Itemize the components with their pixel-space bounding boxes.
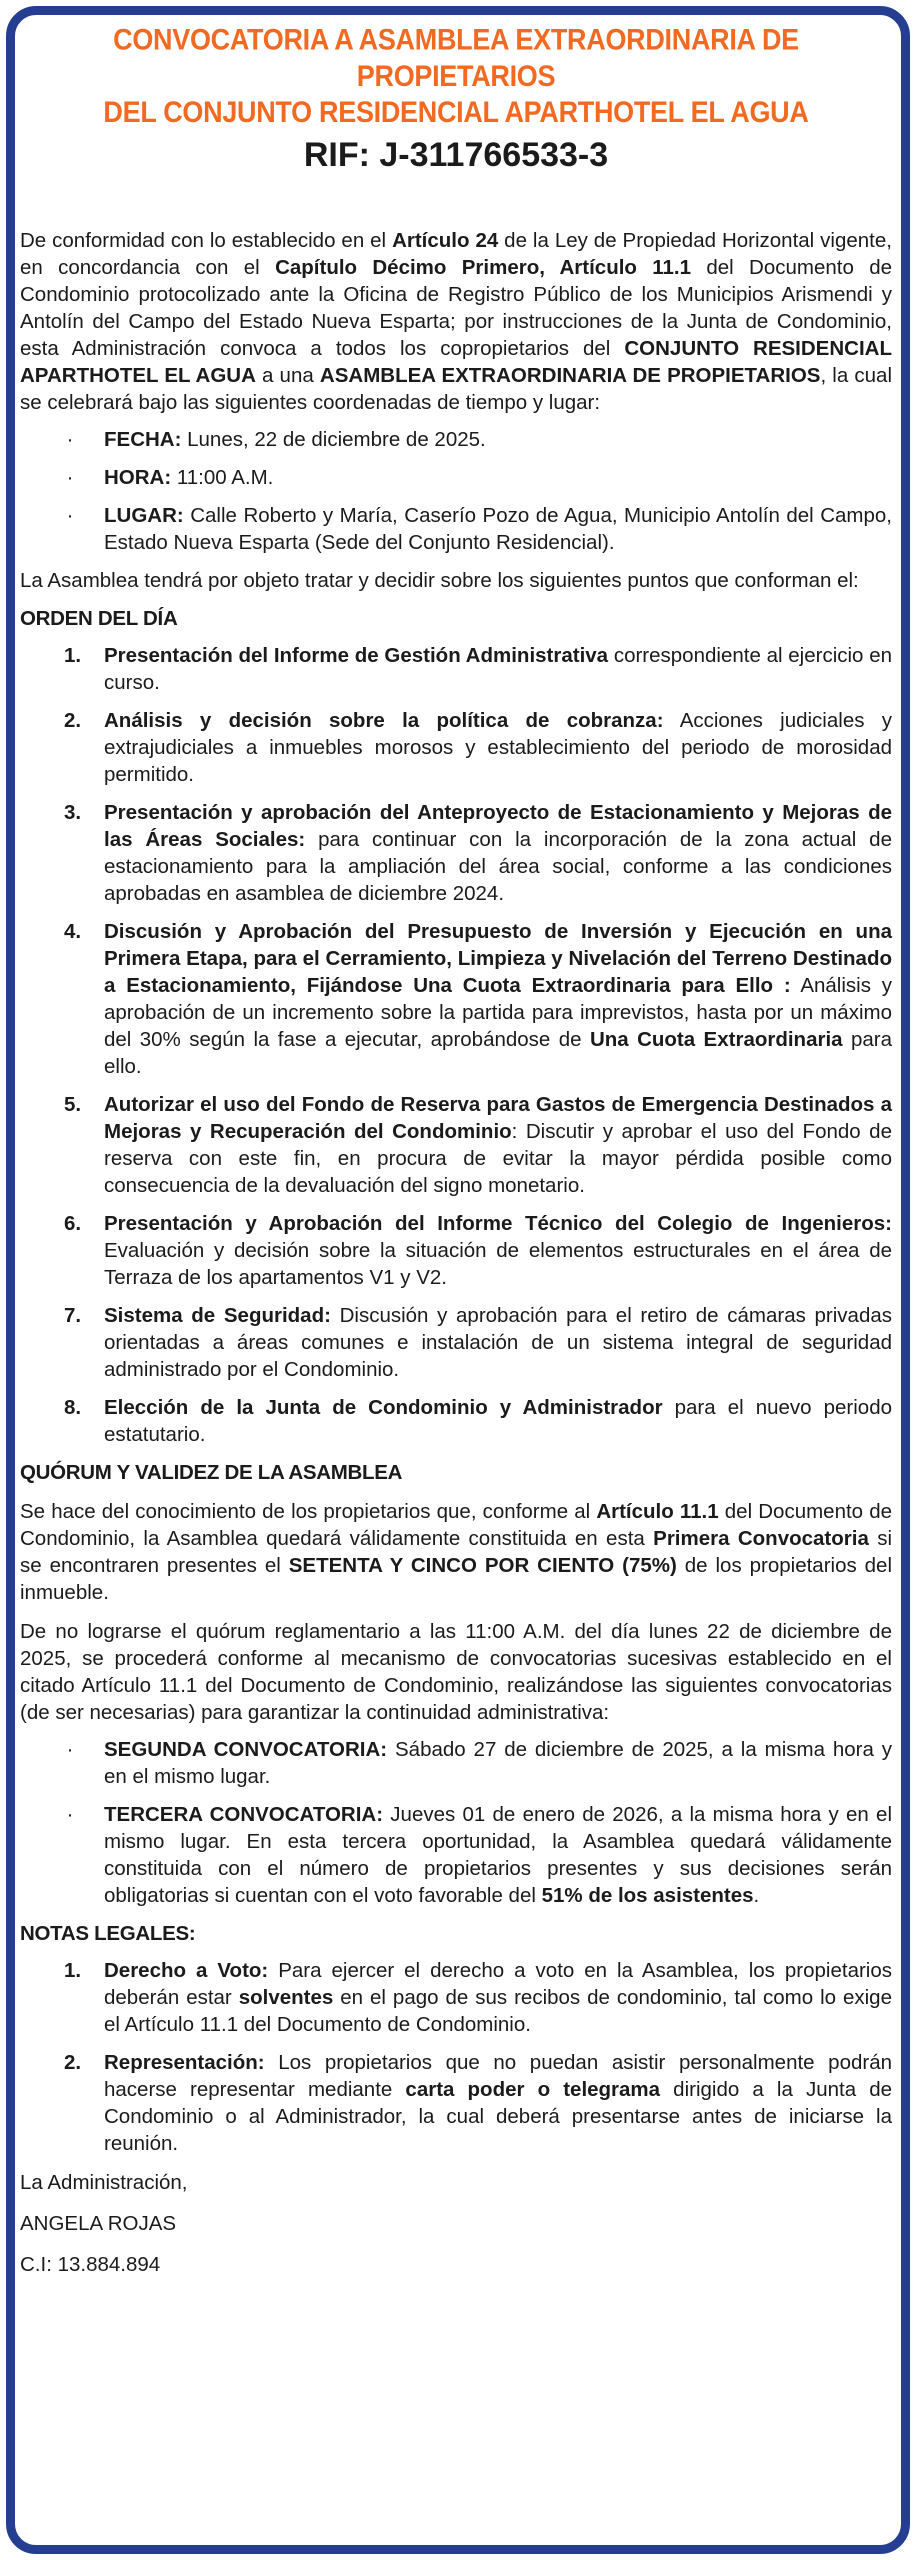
note-text-2: dirigido a la Junta de Condominio o al Administrador, la cual deberá presentarse antes de iniciarse la reunión. [104, 2078, 893, 2155]
agenda-item-text: para el nuevo periodo estatutario. [104, 1396, 893, 1446]
agenda-item-title: Análisis y decisión sobre la política de cobranza: [104, 709, 664, 732]
quorum-text-3: si se encontraren presentes el [20, 1527, 893, 1577]
detail-date [20, 426, 892, 453]
agenda-item-number: 3. [64, 801, 82, 824]
agenda-item [20, 707, 892, 788]
convocation-text-2: . [753, 1884, 760, 1907]
intro-text-4: a una [255, 364, 320, 387]
agenda-item [20, 1302, 892, 1383]
notes-list [20, 1957, 892, 2157]
intro-bold-4: ASAMBLEA EXTRAORDINARIA DE PROPIETARIOS [319, 364, 821, 387]
agenda-item-title: Presentación y Aprobación del Informe Técnico del Colegio de Ingenieros: [104, 1212, 892, 1235]
agenda-item [20, 1394, 892, 1448]
purpose-paragraph: La Asamblea tendrá por objeto tratar y decidir sobre los siguientes puntos que conforman el: [20, 569, 859, 592]
convocation-label: TERCERA CONVOCATORIA: [104, 1803, 384, 1826]
signature-id: C.I: 13.884.894 [20, 2253, 161, 2276]
agenda-item-text: : Discutir y aprobar el uso del Fondo de reserva con este fin, en procura de evitar la mayor pérdida posible como consecuencia de la devaluación del signo monetario. [104, 1120, 892, 1197]
intro-paragraph [20, 227, 892, 416]
intro-text-2: de la Ley de Propiedad Horizontal vigente, en concordancia con el [20, 229, 892, 279]
title-line-2: DEL CONJUNTO RESIDENCIAL APARTHOTEL EL AGUA [103, 95, 809, 129]
intro-bold-3: CONJUNTO RESIDENCIAL APARTHOTEL EL AGUA [20, 337, 892, 387]
agenda-item-number: 7. [64, 1304, 82, 1327]
quorum-bold-2: Primera Convocatoria [653, 1527, 869, 1550]
agenda-item [20, 1210, 892, 1291]
agenda-item-title: Autorizar el uso del Fondo de Reserva para Gastos de Emergencia Destinados a Mejoras y Recuperación del Condominio [104, 1093, 892, 1143]
note-number: 1. [64, 1959, 82, 1982]
agenda-item [20, 1091, 892, 1199]
agenda-item-text-2: para ello. [104, 1028, 892, 1078]
note-text-2: en el pago de sus recibos de condominio, tal como lo exige el Artículo 11.1 del Documento de Condominio. [104, 1986, 892, 2036]
signature-closing: La Administración, [20, 2171, 188, 2194]
agenda-item-title: Presentación y aprobación del Anteproyecto de Estacionamiento y Mejoras de las Áreas Sociales: [104, 801, 892, 851]
note-bold: solventes [238, 1986, 334, 2009]
note-text: Los propietarios que no puedan asistir personalmente podrán hacerse representar mediante [104, 2051, 892, 2101]
agenda-heading: ORDEN DEL DÍA [20, 607, 178, 630]
agenda-item-title: Sistema de Seguridad: [104, 1304, 331, 1327]
detail-place [20, 502, 892, 556]
agenda-item-title: Presentación del Informe de Gestión Administrativa [104, 644, 609, 667]
intro-bold-2: Capítulo Décimo Primero, Artículo 11.1 [275, 256, 692, 279]
agenda-item-number: 5. [64, 1093, 82, 1116]
quorum-bold-3: SETENTA Y CINCO POR CIENTO (75%) [288, 1554, 677, 1577]
quorum-paragraph-1 [20, 1498, 892, 1606]
quorum-text-4: de los propietarios del inmueble. [20, 1554, 893, 1604]
detail-label: HORA: [104, 466, 172, 489]
bullet-dot-icon: · [66, 1803, 74, 1826]
detail-value: Lunes, 22 de diciembre de 2025. [181, 428, 486, 451]
intro-text-3: del Documento de Condominio protocolizado ante la Oficina de Registro Público de los Municipios Arismendi y Antolín del Campo del Estado Nueva Esparta; por instrucciones de la Junta de Condominio, esta Administración convoca a todos los copropietarios del [20, 256, 893, 360]
notice-title [20, 22, 892, 131]
convocation-text: Jueves 01 de enero de 2026, a la misma hora y en el mismo lugar. En esta tercera oportunidad, la Asamblea quedará válidamente constituida con el número de propietarios presentes y sus decisiones serán obligatorias si cuentan con el voto favorable del [104, 1803, 893, 1907]
notice-document [20, 22, 892, 2292]
agenda-item [20, 918, 892, 1080]
intro-text-5: , la cual se celebrará bajo las siguientes coordenadas de tiempo y lugar: [20, 364, 892, 414]
rif-number: RIF: J-311766533-3 [303, 136, 609, 174]
convocation-label: SEGUNDA CONVOCATORIA: [104, 1738, 388, 1761]
agenda-item-text: Evaluación y decisión sobre la situación de elementos estructurales en el área de Terraza de los apartamentos V1 y V2. [104, 1239, 892, 1289]
notice-header [20, 22, 892, 175]
bullet-dot-icon: · [66, 466, 74, 489]
agenda-item-number: 1. [64, 644, 82, 667]
notes-heading: NOTAS LEGALES: [20, 1922, 196, 1945]
agenda-item-title: Discusión y Aprobación del Presupuesto de Inversión y Ejecución en una Primera Etapa, para el Cerramiento, Limpieza y Nivelación del Terreno Destinado a Estacionamiento, Fijándose Una Cuota Extraordinaria para Ello : [104, 920, 892, 997]
detail-value: Calle Roberto y María, Caserío Pozo de Agua, Municipio Antolín del Campo, Estado Nueva Esparta (Sede del Conjunto Residencial). [104, 504, 892, 554]
agenda-item-text: correspondiente al ejercicio en curso. [104, 644, 892, 694]
detail-time [20, 464, 892, 491]
agenda-item [20, 642, 892, 696]
quorum-heading: QUÓRUM Y VALIDEZ DE LA ASAMBLEA [20, 1461, 403, 1484]
agenda-item-number: 2. [64, 709, 82, 732]
note-bold: carta poder o telegrama [405, 2078, 661, 2101]
meeting-details [20, 426, 892, 556]
quorum-text-2: del Documento de Condominio, la Asamblea quedará válidamente constituida en esta [20, 1500, 893, 1550]
second-convocation [20, 1736, 892, 1790]
note-text: Para ejercer el derecho a voto en la Asamblea, los propietarios deberán estar [104, 1959, 892, 2009]
agenda-item-text: para continuar con la incorporación de la zona actual de estacionamiento para la ampliación del área social, conforme a las condiciones aprobadas en asamblea de diciembre 2024. [104, 828, 892, 905]
convocation-bold: 51% de los asistentes [541, 1884, 754, 1907]
detail-label: LUGAR: [104, 504, 184, 527]
agenda-list [20, 642, 892, 1448]
convocation-text: Sábado 27 de diciembre de 2025, a la misma hora y en el mismo lugar. [104, 1738, 893, 1788]
note-number: 2. [64, 2051, 82, 2074]
agenda-item-text: Acciones judiciales y extrajudiciales a inmuebles morosos y establecimiento del periodo de morosidad permitido. [104, 709, 892, 786]
intro-bold-1: Artículo 24 [392, 229, 499, 252]
quorum-bold-1: Artículo 11.1 [596, 1500, 719, 1523]
agenda-item-text: Análisis y aprobación de un incremento sobre la partida para imprevistos, hasta por un máximo del 30% según la fase a ejecutar, aprobándose de [104, 974, 892, 1051]
note-item [20, 1957, 892, 2038]
intro-text-1: De conformidad con lo establecido en el [20, 229, 393, 252]
agenda-item-number: 4. [64, 920, 82, 943]
agenda-item [20, 799, 892, 907]
bullet-dot-icon: · [66, 1738, 74, 1761]
agenda-item-number: 6. [64, 1212, 82, 1235]
signature-block [20, 2169, 892, 2278]
third-convocation [20, 1801, 892, 1909]
bullet-dot-icon: · [66, 504, 74, 527]
agenda-item-number: 8. [64, 1396, 82, 1419]
detail-value: 11:00 A.M. [171, 466, 274, 489]
agenda-item-bold: Una Cuota Extraordinaria [589, 1028, 843, 1051]
signature-name: ANGELA ROJAS [20, 2212, 177, 2235]
convocations-list [20, 1736, 892, 1909]
note-item [20, 2049, 892, 2157]
agenda-item-text: Discusión y aprobación para el retiro de cámaras privadas orientadas a áreas comunes e instalación de un sistema integral de seguridad administrado por el Condominio. [104, 1304, 892, 1381]
note-title: Representación: [104, 2051, 265, 2074]
quorum-text-1: Se hace del conocimiento de los propietarios que, conforme al [20, 1500, 597, 1523]
detail-label: FECHA: [104, 428, 182, 451]
title-line-1: CONVOCATORIA A ASAMBLEA EXTRAORDINARIA DE PROPIETARIOS [113, 23, 799, 93]
bullet-dot-icon: · [66, 428, 74, 451]
note-title: Derecho a Voto: [104, 1959, 269, 1982]
agenda-item-title: Elección de la Junta de Condominio y Administrador [104, 1396, 663, 1419]
quorum-paragraph-2: De no lograrse el quórum reglamentario a las 11:00 A.M. del día lunes 22 de diciembre de 2025, se procederá conforme al mecanismo de convocatorias sucesivas establecido en el citado Artículo 11.1 del Documento de Condominio, realizándose las siguientes convocatorias (de ser necesarias) para garantizar la continuidad administrativa: [20, 1620, 892, 1724]
